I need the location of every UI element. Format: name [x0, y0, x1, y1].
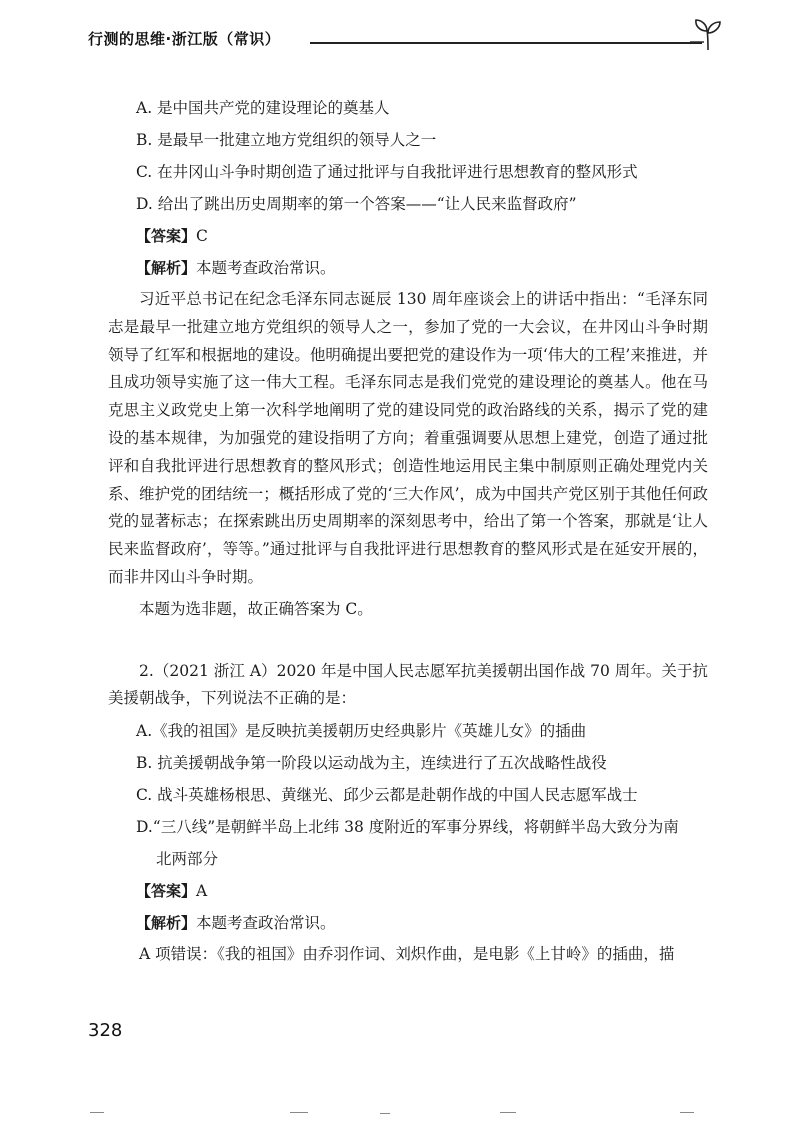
q2-analysis-start: A 项错误：《我的祖国》由乔羽作词、刘炽作曲，是电影《上甘岭》的插曲，描: [139, 945, 675, 964]
sprout-icon: [690, 16, 726, 52]
q2-option-a: A.《我的祖国》是反映抗美援朝历史经典影片《英雄儿女》的插曲: [136, 722, 587, 741]
q1-analysis-head: [136, 254, 708, 282]
answer-value: A: [196, 882, 208, 901]
q2-answer-block: [108, 877, 708, 937]
analysis-tag: 【解析】: [136, 259, 197, 277]
q1-option-b: B. 是最早一批建立地方党组织的领导人之一: [136, 131, 437, 149]
q2-answer: [136, 877, 708, 905]
answer-tag: 【答案】: [136, 882, 197, 901]
q1-option-a: A. 是中国共产党的建设理论的奠基人: [136, 99, 390, 117]
answer-value: C: [196, 227, 208, 245]
q2-option-c: C. 战斗英雄杨根思、黄继光、邱少云都是赴朝作战的中国人民志愿军战士: [136, 786, 638, 805]
q1-answer: [136, 222, 708, 250]
page-number: 328: [88, 1020, 123, 1041]
q1-options: [108, 94, 708, 282]
q2-option-b: B. 抗美援朝战争第一阶段以运动战为主，连续进行了五次战略性战役: [136, 754, 607, 773]
q2-analysis-head: [136, 909, 708, 937]
q1-analysis-body: 习近平总书记在纪念毛泽东同志诞辰 130 周年座谈会上的讲话中指出：“毛泽东同志是最早一批建立地方党组织的领导人之一，参加了党的一大会议，在井冈山斗争时期领导了红军和根据地的建设。他明确提出要把党的建设作为一项‘伟大的工程’来推进，并且成功领导实施了这一伟大工程。毛泽东同志是我们党党的建设理论的奠基人。他在马克思主义政党史上第一次科学地阐明了党的建设同党的政治路线的关系，揭示了党的建设的基本规律，为加强党的建设指明了方向；着重强调要从思想上建党，创造了通过批评和自我批评进行思想教育的整风形式；创造性地运用民主集中制原则正确处理党内关系、维护党的团结统一；概括形成了党的‘三大作风’，成为中国共产党区别于其他任何政党的显著标志；在探索跳出历史周期率的深刻思考中，给出了第一个答案，那就是‘让人民来监督政府’，等等。”通过批评与自我批评进行思想教育的整风形式是在延安开展的，而非井冈山斗争时期。: [108, 290, 708, 586]
scan-specks: [80, 1110, 720, 1116]
q1-option-d: D. 给出了跳出历史周期率的第一个答案——“让人民来监督政府”: [136, 195, 577, 213]
answer-tag: 【答案】: [136, 227, 197, 245]
book-title: 行测的思维·浙江版（常识）: [88, 30, 281, 48]
q2-option-d: D.“三八线”是朝鲜半岛上北纬 38 度附近的军事分界线，将朝鲜半岛大致分为南: [136, 818, 679, 837]
header-rule: [310, 42, 702, 44]
analysis-tag: 【解析】: [136, 914, 197, 933]
analysis-intro: 本题考查政治常识。: [196, 259, 336, 277]
q2-options: [108, 717, 708, 841]
running-header: [88, 24, 728, 52]
q2-option-d-continuation: 北两部分: [156, 850, 219, 869]
q1-conclusion: 本题为选非题，故正确答案为 C。: [139, 599, 373, 618]
page-content: [108, 94, 708, 973]
question-spacer: [108, 628, 708, 658]
q1-option-c: C. 在井冈山斗争时期创造了通过批评与自我批评进行思想教育的整风形式: [136, 163, 638, 181]
q2-stem: 2.（2021 浙江 A）2020 年是中国人民志愿军抗美援朝出国作战 70 周年。关于抗美援朝战争，下列说法不正确的是：: [108, 661, 708, 708]
analysis-intro: 本题考查政治常识。: [196, 914, 336, 933]
